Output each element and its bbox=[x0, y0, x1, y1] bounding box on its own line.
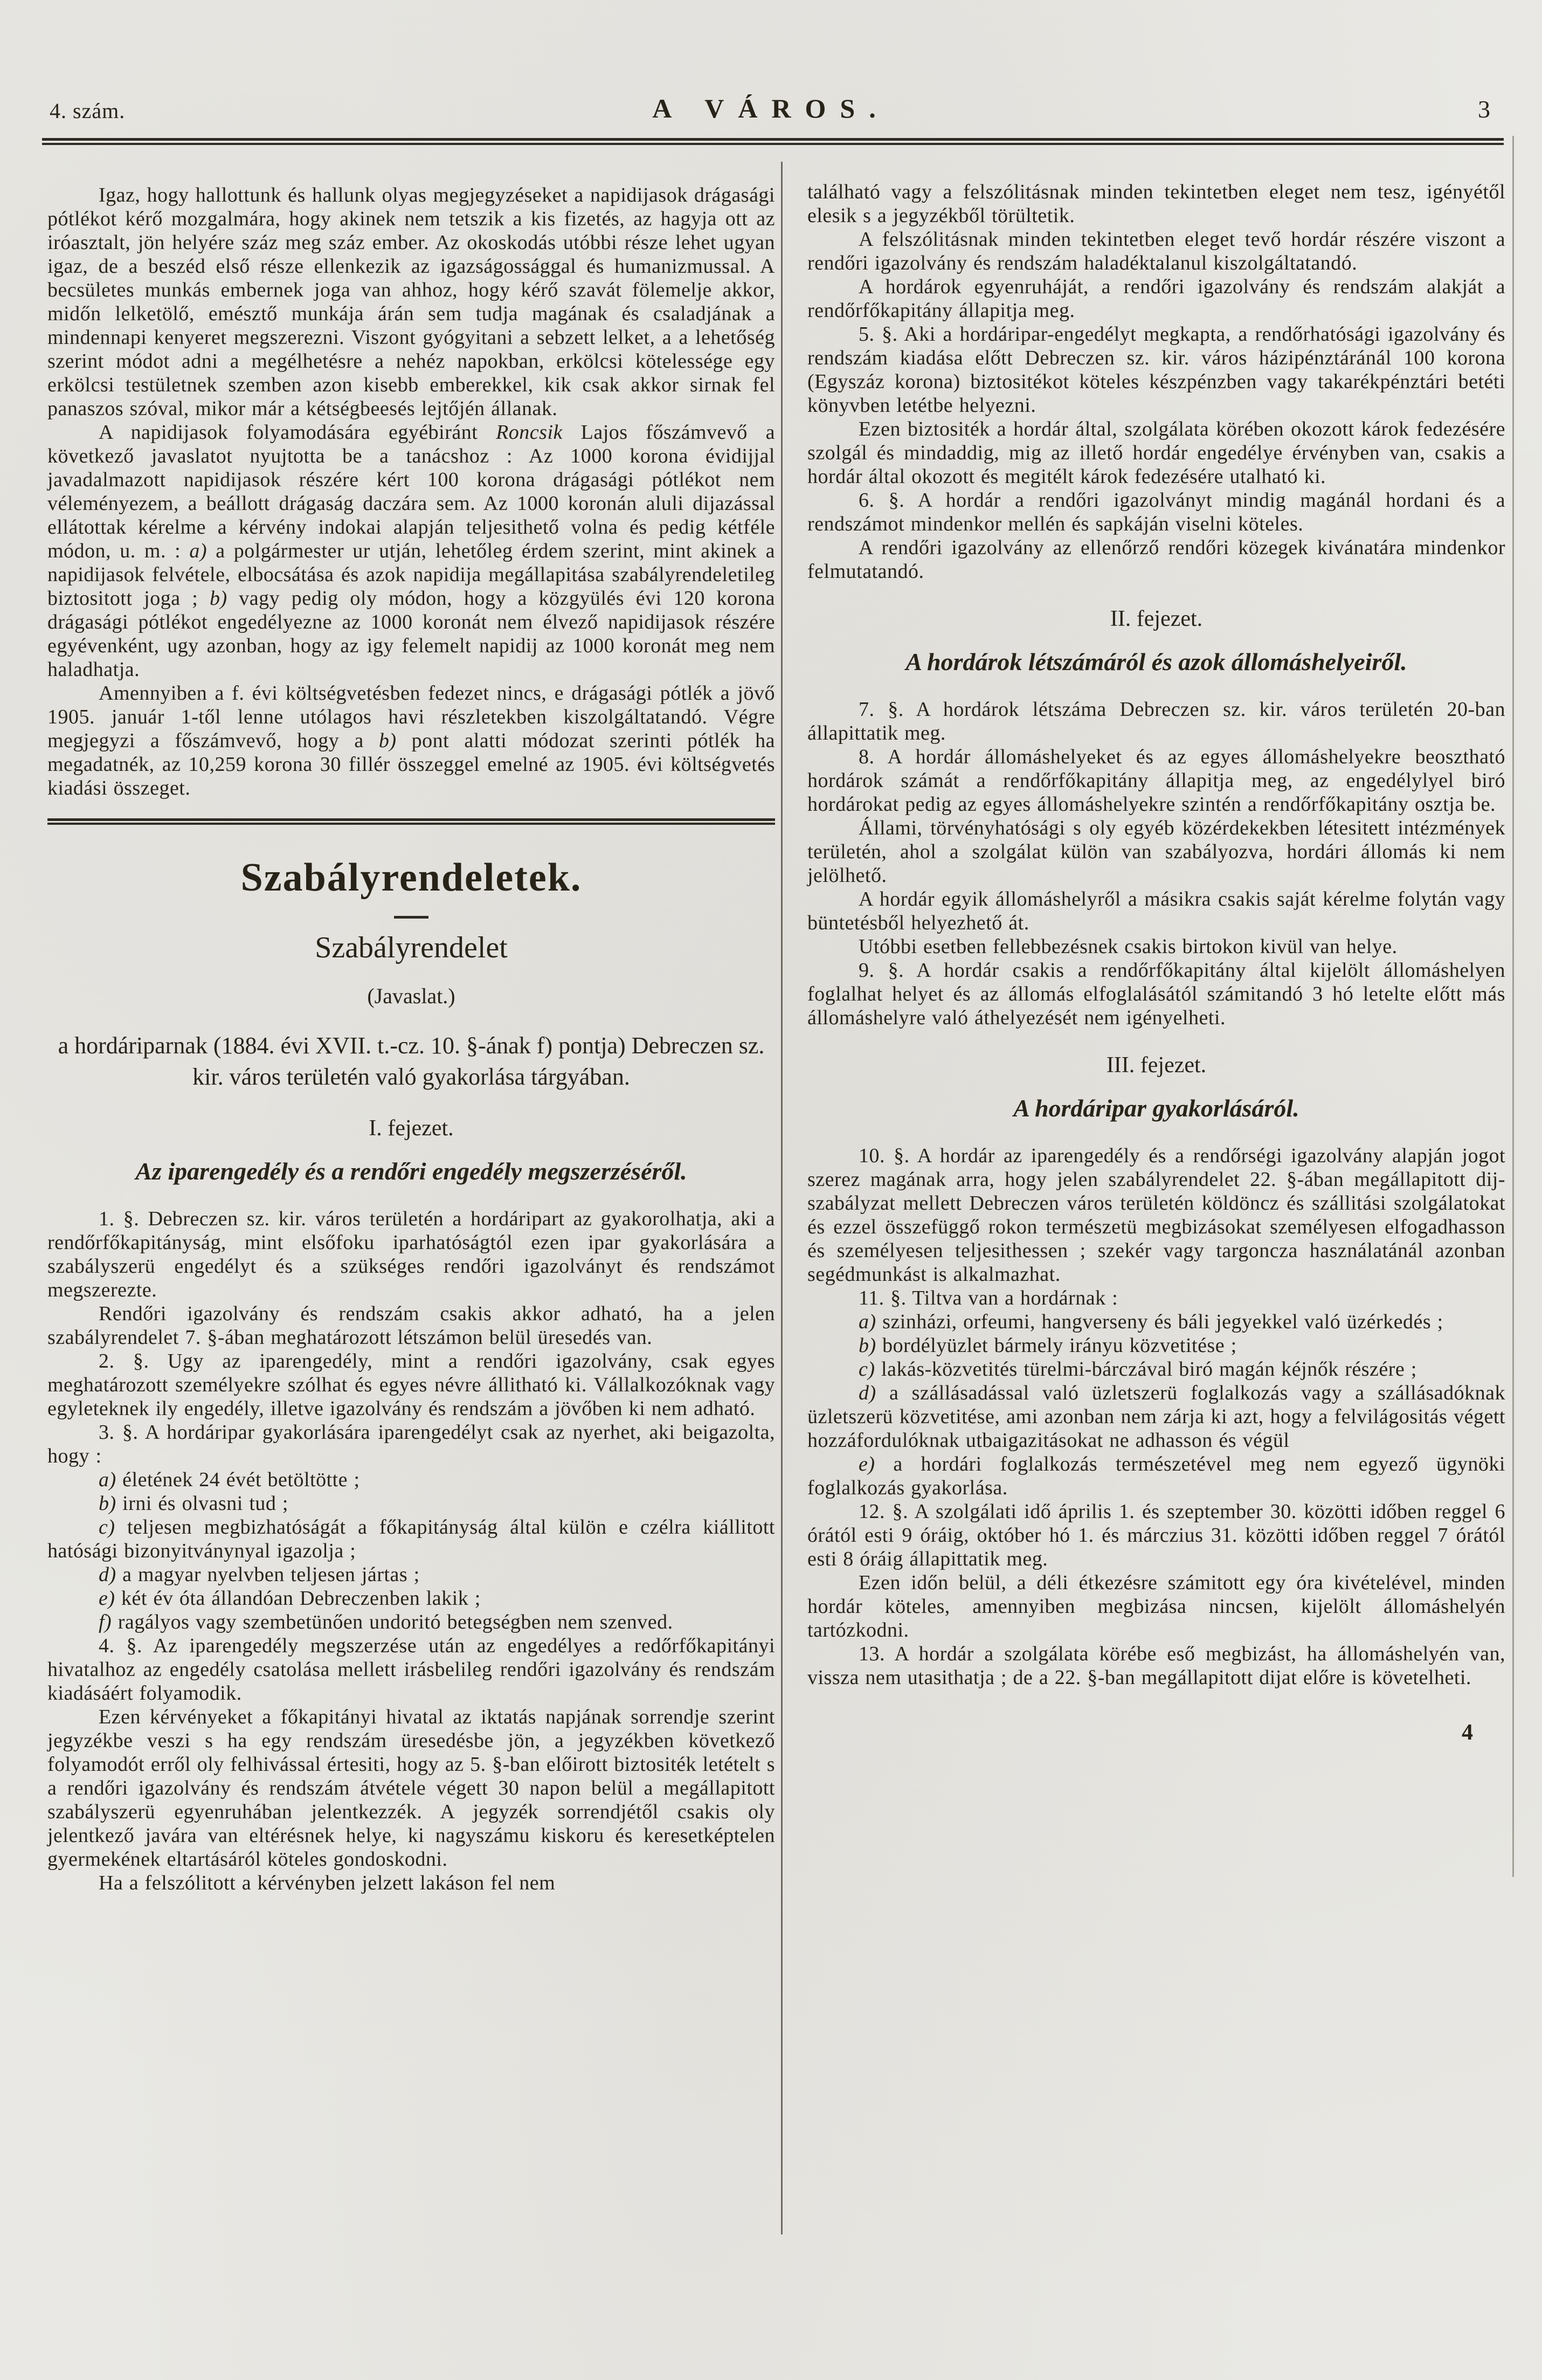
paragraph: Igaz, hogy hallottunk és hallunk olyas megjegyzéseket a napidijasok drágasági pótlékot kérő mozgalmára, hogy akinek nem tetszik a kis fizetés, az hagyja ott az iróasztalt, jön helyére száz meg száz ember. Az okoskodás utóbbi része lehet ugyan igaz, de a beszéd első része ellenkezik az igazságossággal és humanizmussal. A becsületes munkás embernek joga van ahhoz, hogy kérő szavát fölemelje akkor, midőn lelketölő, emésztő munkája árán sem tudja magának és csaladjának a mindennapi kenyeret megszerezni. Viszont gyógyitani a sebzett lelket, a a lehetőség szerint módot adni a megélhetésre a nehéz napokban, erkölcsi kötelessége egy erkölcsi testületnek szemben azon kisebb emberekkel, kik csak akkor sirnak fel panaszos szóval, mikor már a kétségbeesés lejtőjén állanak. bbox=[47, 184, 775, 420]
paragraph: 3. §. A hordáripar gyakorlására iparengedélyt csak az nyerhet, aki beigazolta, hogy : bbox=[47, 1421, 775, 1467]
chapter-heading: III. fejezet. bbox=[1106, 1053, 1207, 1078]
chapter-heading: II. fejezet. bbox=[1110, 606, 1203, 631]
paragraph: 2. §. Ugy az iparengedély, mint a rendőri igazolvány, csak egyes meghatározott személyekre szólhat és egyes névre állitható ki. Vállalkozóknak vagy egyleteknek ily engedély, illetve igazolvány és rendszám a jövőben ki nem adható. bbox=[47, 1350, 775, 1420]
paragraph: Ezen biztositék a hordár által, szolgálata körében okozott károk fedezésére szolgál és mindaddig, mig az illető hordár engedélye érvényben van, csakis a hordár által okozott és megitélt károk fedezésére utalható ki. bbox=[807, 418, 1505, 488]
right-column bbox=[807, 180, 1505, 1746]
paragraph: 5. §. Aki a hordáripar-engedélyt megkapta, a rendőrhatósági igazolvány és rendszám kiadása előtt Debreczen sz. kir. város házipénztáránál 100 korona (Egyszáz korona) biztositékot köteles készpénzben vagy takarékpénztári betéti könyvben letétbe helyezni. bbox=[807, 323, 1505, 417]
paragraph: Ezen kérvényeket a főkapitányi hivatal az iktatás napjának sorrendje szerint jegyzékbe veszi s ha egy rendszám üresedésbe jön, a jegyzékben következő folyamodót erről oly felhivással értesiti, hogy az 5. §-ban előirott biztositék letételt s a rendőri igazolvány és rendszám átvétele végett 30 napon belül a megállapitott szabályszerü egyenruhában jelentkezzék. A jegyzék sorrendjétől csakis oly jelentkező javára van eltérésnek helye, ki nagyszámu kiskoru és keresetképtelen gyermekének eltartásáról köteles gondoskodni. bbox=[47, 1706, 775, 1871]
paragraph: 9. §. A hordár csakis a rendőrfőkapitány által kijelölt állomáshelyen foglalhat helyet és az állomás elfoglalásától számitandó 3 hó letelte előtt más állomáshelyre való áthelyezését nem igényelheti. bbox=[807, 959, 1505, 1029]
page-header bbox=[0, 0, 1542, 140]
paragraph: Ezen időn belül, a déli étkezésre számitott egy óra kivételével, minden hordár köteles, amennyiben megbizása nincsen, kijelölt állomáshelyén tartózkodni. bbox=[807, 1571, 1505, 1641]
paragraph: A hordár egyik állomáshelyről a másikra csakis saját kérelme folytán vagy büntetésből helyezhető át. bbox=[807, 888, 1505, 934]
list-item: c) lakás-közvetités türelmi-bárczával biró magán kéjnők részére ; bbox=[859, 1358, 1417, 1381]
chapter-heading: I. fejezet. bbox=[369, 1116, 454, 1141]
heading-divider bbox=[394, 916, 428, 919]
list-item: a) életének 24 évét betöltötte ; bbox=[99, 1468, 360, 1491]
list-item: f) ragályos vagy szembetünően undoritó betegségben nem szenved. bbox=[99, 1611, 673, 1633]
paragraph: Amennyiben a f. évi költségvetésben fedezet nincs, e drágasági pótlék a jövő 1905. január 1-től lenne utólagos havi részletekben kiszolgáltatandó. Végre megjegyzi a főszámvevő, hogy a b) pont alatti módozat szerinti pótlék ha megadatnék, az 10,259 korona 30 fillér összeggel emelné az 1905. évi költségvetés kiadási összeget. bbox=[47, 682, 775, 799]
chapter-title: A hordáripar gyakorlásáról. bbox=[1013, 1094, 1299, 1122]
paragraph: A rendőri igazolvány az ellenőrző rendőri közegek kivánatára mindenkor felmutatandó. bbox=[807, 536, 1505, 583]
paragraph: 8. A hordár állomáshelyeket és az egyes állomáshelyekre beosztható hordárok számát a rendőrfőkapitány állapitja meg, az engedélylyel biró hordárokat pedig az egyes állomáshelyekre szintén a rendőrfőkapitány osztja be. bbox=[807, 746, 1505, 816]
paragraph: 4. §. Az iparengedély megszerzése után az engedélyes a redőrfőkapitányi hivatalhoz az engedély csatolása mellett irásbelileg rendőri igazolvány és rendszám kiadásáért folyamodik. bbox=[47, 1634, 775, 1705]
left-column bbox=[47, 183, 775, 1895]
chapter-title: A hordárok létszámáról és azok állomáshelyeiről. bbox=[905, 648, 1407, 675]
page-number: 3 bbox=[1478, 95, 1490, 123]
paragraph: 6. §. A hordár a rendőri igazolványt mindig magánál hordani és a rendszámot mindenkor mellén és sapkáján viselni köteles. bbox=[807, 489, 1505, 535]
header-rule bbox=[42, 138, 1504, 145]
list-item: a) szinházi, orfeumi, hangverseny és báli jegyekkel való üzérkedés ; bbox=[859, 1310, 1443, 1333]
page-edge-line bbox=[1512, 136, 1514, 1877]
regulation-title: a hordáriparnak (1884. évi XVII. t.-cz. 10. §-ának f) pontja) Debreczen sz. kir. város területén való gyakorlása tárgyában. bbox=[58, 1032, 765, 1090]
paragraph: 10. §. A hordár az iparengedély és a rendőrségi igazolvány alapján jogot szerez magának arra, hogy jelen szabályrendelet 22. §-ában megállapitott dij-szabályzat mellett Debreczen város területén köldöncz és szállitási szolgálatokat és ezzel összefüggő rokon természetü megbizásokat személyesen elfogadhasson és személyesen teljesithessen ; szekér vagy targoncza használatánál azonban segédmunkást is alkalmazhat. bbox=[807, 1144, 1505, 1286]
list-item: b) irni és olvasni tud ; bbox=[99, 1492, 288, 1515]
masthead-title: A VÁROS. bbox=[652, 93, 890, 123]
paragraph: Állami, törvényhatósági s oly egyéb közérdekekben létesitett intézmények területén, ahol a szolgálat külön van szabályozva, hordári állomás ki nem jelölhető. bbox=[807, 817, 1505, 887]
paragraph: Rendőri igazolvány és rendszám csakis akkor adható, ha a jelen szabályrendelet 7. §-ában meghatározott létszámon belül üresedés van. bbox=[47, 1302, 775, 1349]
issue-number: 4. szám. bbox=[50, 99, 126, 123]
paragraph: 13. A hordár a szolgálata körébe eső megbizást, ha állomáshelyén van, vissza nem utasithatja ; de a 22. §-ban megállapitott dijat előre is követelheti. bbox=[807, 1643, 1505, 1689]
chapter-title: Az iparengedély és a rendőri engedély megszerzéséről. bbox=[135, 1157, 687, 1185]
list-item: e) a hordári foglalkozás természetével meg nem egyező ügynöki foglalkozás gyakorlása. bbox=[807, 1453, 1505, 1499]
paragraph: A felszólitásnak minden tekintetben eleget tevő hordár részére viszont a rendőri igazolvány és rendszám haladéktalanul kiszolgáltatandó. bbox=[807, 228, 1505, 274]
paragraph: található vagy a felszólitásnak minden tekintetben eleget nem tesz, igényétől elesik s a jegyzékből törültetik. bbox=[807, 181, 1505, 227]
section-heading: Szabályrendeletek. bbox=[240, 856, 582, 900]
list-item: d) a szállásadással való üzletszerü foglalkozás vagy a szállásadóknak üzletszerü közvetitése, ami azonban nem zárja ki azt, hogy a felvilágositás végett hozzáfordulóknak utbaigazitásokat ne adhasson és végül bbox=[807, 1382, 1505, 1452]
list-item: e) két év óta állandóan Debreczenben lakik ; bbox=[99, 1587, 481, 1610]
paragraph: A hordárok egyenruháját, a rendőri igazolvány és rendszám alakját a rendőrfőkapitány állapitja meg. bbox=[807, 275, 1505, 322]
paragraph: 7. §. A hordárok létszáma Debreczen sz. kir. város területén 20-ban állapittatik meg. bbox=[807, 698, 1505, 744]
column-divider-rule bbox=[781, 162, 783, 2234]
paragraph: 1. §. Debreczen sz. kir. város területén a hordáripart az gyakorolhatja, aki a rendőrfőkapitányság, mint elsőfoku iparhatóságtól ezen ipar gyakorlására a szabályszerü engedélyt és a szükséges rendőri igazolványt és rendszámot megszerezte. bbox=[47, 1208, 775, 1301]
proposal-label: (Javaslat.) bbox=[367, 984, 455, 1008]
section-divider bbox=[47, 818, 775, 825]
paragraph: Ha a felszólitott a kérvényben jelzett lakáson fel nem bbox=[99, 1872, 556, 1894]
paragraph: Utóbbi esetben fellebbezésnek csakis birtokon kivül van helye. bbox=[859, 935, 1398, 958]
paragraph: 11. §. Tiltva van a hordárnak : bbox=[859, 1287, 1118, 1309]
page-signature: 4 bbox=[1462, 1720, 1473, 1745]
paragraph: A napidijasok folyamodására egyébiránt Roncsik Lajos főszámvevő a következő javaslatot nyujtotta be a tanácshoz : Az 1000 korona évidijjal javadalmazott napidijasok részére kért 100 korona drágasági pótlékot nem véleményezem, a beállott drágaság daczára sem. Az 1000 koronán aluli dijazással ellátottak kérelme a kérvény indokai alapján teljesithető volna és pedig kétféle módon, u. m. : a) a polgármester ur utján, lehetőleg érdem szerint, mint akinek a napidijasok felvétele, elbocsátása és azok napidija megállapitása szabályrendeletileg biztositott joga ; b) vagy pedig oly módon, hogy a közgyülés évi 120 korona drágasági pótlékot engedélyezne az 1000 koronát nem élvező napidijasok részére egyévenként, ugy azonban, hogy az igy felemelt napidij az 1000 koronát meg nem haladhatja. bbox=[47, 421, 776, 681]
list-item: b) bordélyüzlet bármely irányu közvetitése ; bbox=[859, 1334, 1237, 1357]
list-item: d) a magyar nyelvben teljesen jártas ; bbox=[99, 1563, 420, 1586]
subsection-heading: Szabályrendelet bbox=[315, 931, 508, 964]
paragraph: 12. §. A szolgálati idő április 1. és szeptember 30. közötti időben reggel 6 órától esti 9 óráig, október hó 1. és márczius 31. közötti időben reggel 7 órától esti 8 óráig állapittatik meg. bbox=[807, 1500, 1505, 1570]
list-item: c) teljesen megbizhatóságát a főkapitányság által külön e czélra kiállitott hatósági bizonyitványnyal igazolja ; bbox=[47, 1516, 775, 1562]
